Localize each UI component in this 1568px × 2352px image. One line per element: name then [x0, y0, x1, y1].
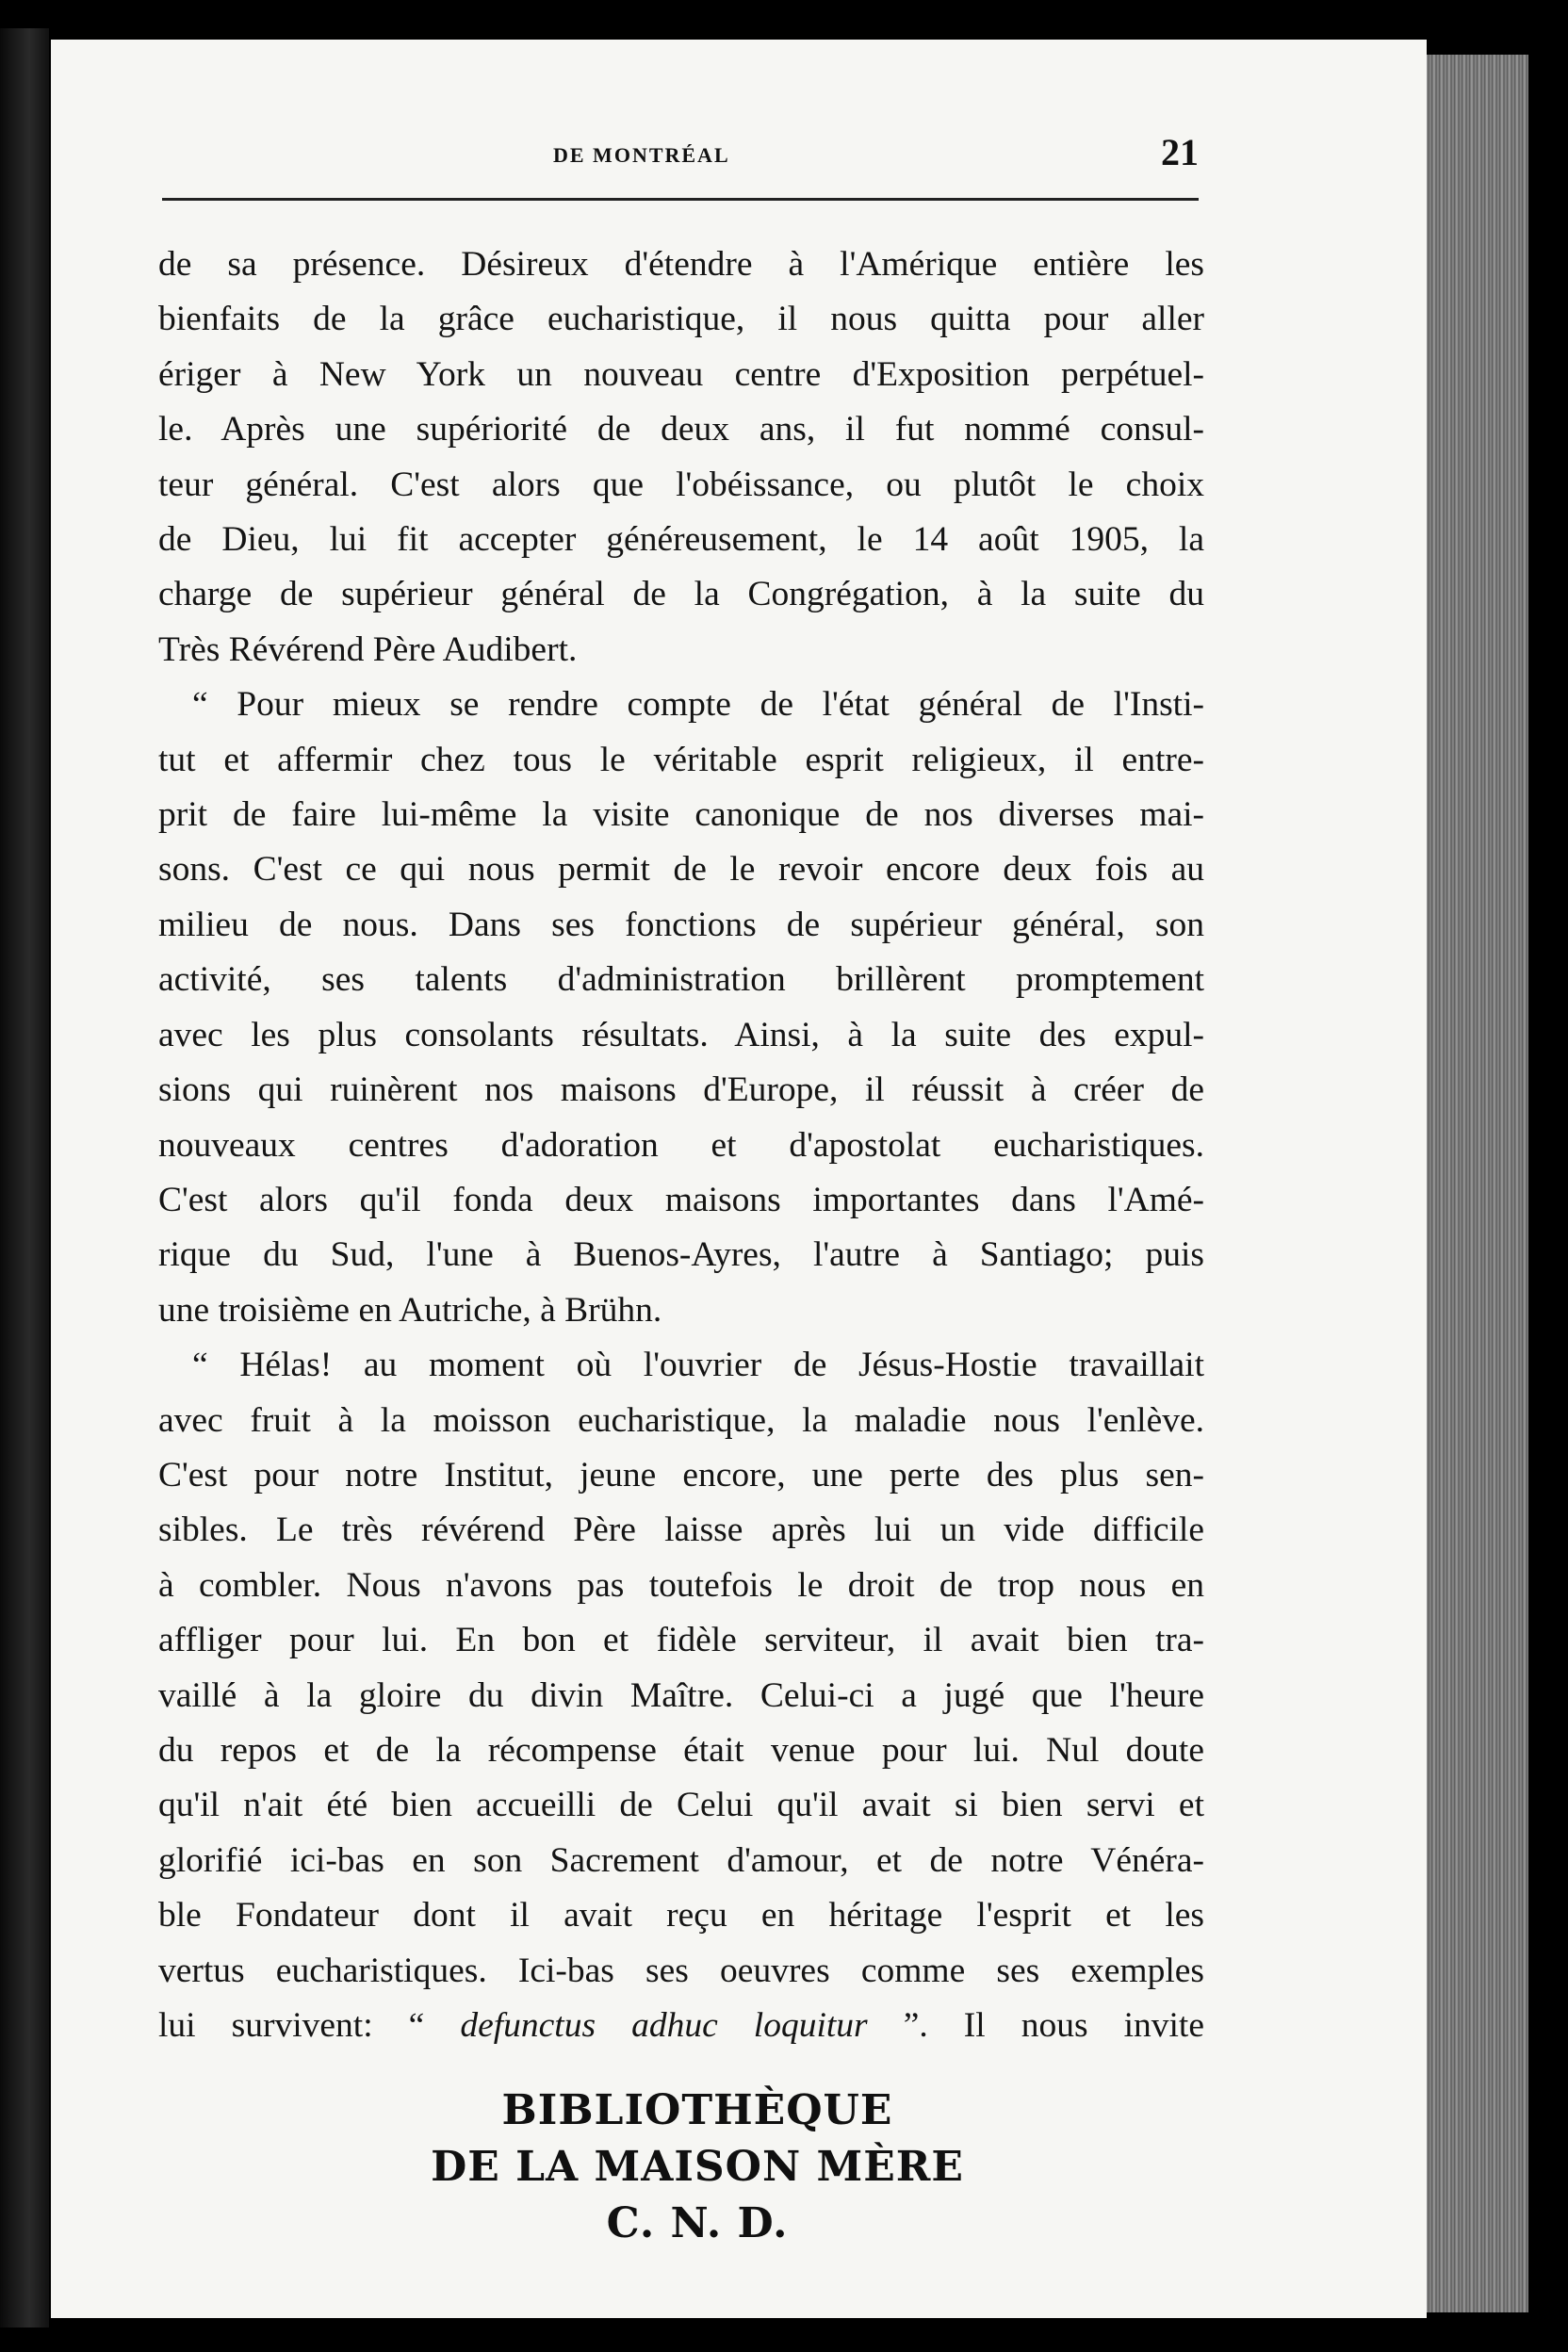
text-line: avec les plus consolants résultats. Ainsi, à la suite des expul-	[158, 1015, 1204, 1054]
text-line: avec fruit à la moisson eucharistique, la maladie nous l'enlève.	[158, 1400, 1204, 1440]
stamp-line-2: DE LA MAISON MÈRE	[431, 2143, 964, 2191]
header-rule	[162, 198, 1199, 201]
paragraph-1	[158, 237, 1204, 678]
text-line: activité, ses talents d'administration brillèrent promptement	[158, 960, 1204, 1000]
text-line: de Dieu, lui fit accepter généreusement, le 14 août 1905, la	[158, 520, 1204, 560]
text-line: qu'il n'ait été bien accueilli de Celui qu'il avait si bien servi et	[158, 1786, 1204, 1825]
text-line: C'est pour notre Institut, jeune encore, une perte des plus sen-	[158, 1455, 1204, 1494]
running-head: DE MONTRÉAL	[553, 143, 730, 167]
text-line: rique du Sud, l'une à Buenos-Ayres, l'autre à Santiago; puis	[158, 1235, 1204, 1275]
text-line: C'est alors qu'il fonda deux maisons importantes dans l'Amé-	[158, 1180, 1204, 1219]
body-text	[158, 237, 1204, 2053]
latin-quote: defunctus adhuc loquitur	[460, 2006, 868, 2045]
stamp-line-3: C. N. D.	[606, 2199, 789, 2247]
text-line: ériger à New York un nouveau centre d'Exposition perpétuel-	[158, 354, 1204, 394]
page-stack-edge	[1425, 55, 1528, 2312]
text-line-last: lui survivent: “ defunctus adhuc loquitur ”. Il nous invite	[158, 2006, 1204, 2045]
text-line: Très Révérend Père Audibert.	[158, 629, 578, 669]
text-line: vertus eucharistiques. Ici-bas ses oeuvres comme ses exemples	[158, 1951, 1204, 1990]
text-line: “ Pour mieux se rendre compte de l'état général de l'Insti-	[192, 685, 1204, 725]
paragraph-2	[158, 678, 1204, 1338]
text-line: prit de faire lui-même la visite canonique de nos diverses mai-	[158, 795, 1204, 835]
text-line: tut et affermir chez tous le véritable esprit religieux, il entre-	[158, 740, 1204, 779]
facing-page-edge	[0, 28, 49, 2328]
text-line: sons. C'est ce qui nous permit de le revoir encore deux fois au	[158, 850, 1204, 890]
text-line: de sa présence. Désireux d'étendre à l'Amérique entière les	[158, 245, 1204, 284]
library-stamp	[377, 2082, 1018, 2252]
page-number: 21	[1161, 131, 1199, 173]
text-line: le. Après une supériorité de deux ans, il fut nommé consul-	[158, 410, 1204, 449]
stamp-line-1: BIBLIOTHÈQUE	[501, 2086, 893, 2134]
text-line: affliger pour lui. En bon et fidèle serviteur, il avait bien tra-	[158, 1621, 1204, 1660]
text-line: milieu de nous. Dans ses fonctions de supérieur général, son	[158, 905, 1204, 944]
text-line: teur général. C'est alors que l'obéissance, ou plutôt le choix	[158, 465, 1204, 504]
text-line: glorifié ici-bas en son Sacrement d'amour, et de notre Vénéra-	[158, 1840, 1204, 1880]
page-header	[162, 122, 1199, 179]
paragraph-3	[158, 1338, 1204, 2053]
text-line: nouveaux centres d'adoration et d'apostolat eucharistiques.	[158, 1125, 1204, 1165]
text-line: charge de supérieur général de la Congrégation, à la suite du	[158, 575, 1204, 614]
text-line: à combler. Nous n'avons pas toutefois le droit de trop nous en	[158, 1565, 1204, 1605]
text-line: ble Fondateur dont il avait reçu en héritage l'esprit et les	[158, 1896, 1204, 1936]
text-line: sibles. Le très révérend Père laisse après lui un vide difficile	[158, 1511, 1204, 1550]
text-line: bienfaits de la grâce eucharistique, il nous quitta pour aller	[158, 300, 1204, 339]
text-line: du repos et de la récompense était venue pour lui. Nul doute	[158, 1730, 1204, 1770]
text-line: vaillé à la gloire du divin Maître. Celui-ci a jugé que l'heure	[158, 1675, 1204, 1715]
text-line: une troisième en Autriche, à Brühn.	[158, 1290, 662, 1330]
text-line: “ Hélas! au moment où l'ouvrier de Jésus-Hostie travaillait	[192, 1346, 1204, 1385]
text-line: sions qui ruinèrent nos maisons d'Europe, il réussit à créer de	[158, 1070, 1204, 1110]
